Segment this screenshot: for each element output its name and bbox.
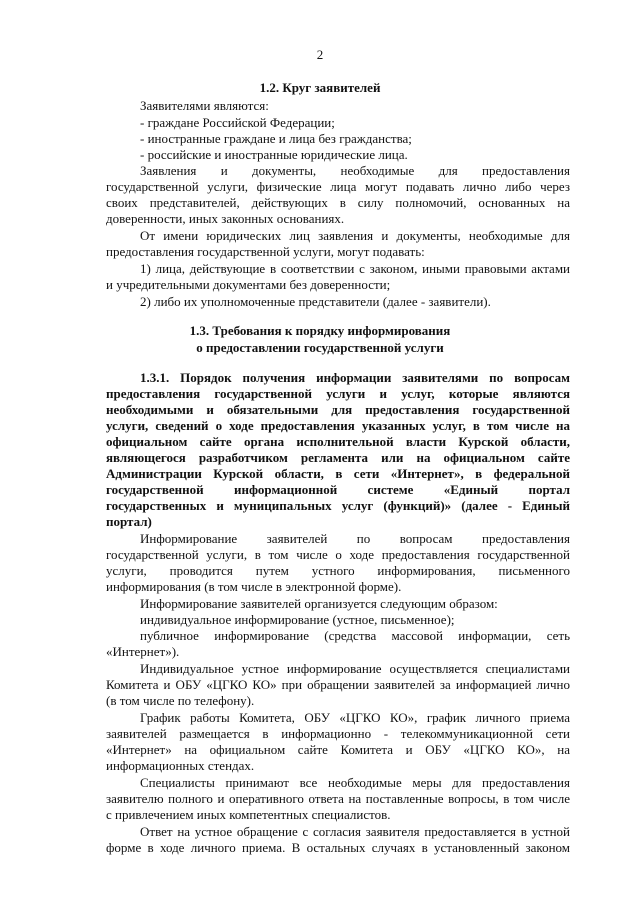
paragraph-line: Заявителями являются: [140, 98, 269, 113]
list-item: - иностранные граждане и лица без гражданства; [140, 131, 412, 146]
paragraph-line: государственной услуги, в том числе о ходе предоставления государственной [106, 547, 570, 562]
paragraph-line: Комитета и ОБУ «ЦГКО КО» при обращении заявителей за информацией лично [106, 677, 570, 692]
paragraph-line: «Интернет»). [106, 644, 180, 659]
paragraph-line: Информирование заявителей организуется следующим образом: [140, 596, 498, 611]
subsection-title-line: необходимыми и обязательными для предоставления государственной [106, 402, 570, 417]
paragraph-line: От имени юридических лиц заявления и документы, необходимые для [140, 228, 570, 243]
subsection-title-line: государственной информационной системе «Единый портал [106, 482, 570, 497]
list-item: 1) лица, действующие в соответствии с законом, иными правовыми актами [140, 261, 570, 276]
section-heading: 1.2. Круг заявителей [259, 80, 381, 95]
list-item: и учредительными документами без доверенности; [106, 277, 391, 292]
subsection-title-line: портал) [106, 514, 152, 529]
paragraph-line: своих представителей, действующих в силу полномочий, основанных на [106, 195, 570, 210]
subsection-title-line: Администрации Курской области, в сети «Интернет», в федеральной [106, 466, 570, 481]
list-item: 2) либо их уполномоченные представители (далее - заявители). [140, 294, 491, 309]
paragraph-line: с привлечением иных компетентных специалистов. [106, 807, 391, 822]
page-number: 2 [316, 47, 324, 62]
paragraph-line: Информирование заявителей по вопросам предоставления [140, 531, 570, 546]
subsection-title-line: государственных и муниципальных услуг (функций)» (далее - Единый [106, 498, 570, 513]
subsection-title-line: услуги, сведений о ходе предоставления указанных услуг, в том числе на [106, 418, 570, 433]
section-heading: о предоставлении государственной услуги [196, 340, 444, 355]
paragraph-line: Ответ на устное обращение с согласия заявителя предоставляется в устной [140, 824, 570, 839]
section-heading: 1.3. Требования к порядку информирования [189, 323, 451, 338]
paragraph-line: Заявления и документы, необходимые для предоставления [140, 163, 570, 178]
paragraph-line: форме в ходе личного приема. В остальных случаях в установленный законом [106, 840, 570, 855]
paragraph-line: Специалисты принимают все необходимые меры для предоставления [140, 775, 570, 790]
paragraph-line: публичное информирование (средства массовой информации, сеть [140, 628, 570, 643]
paragraph-line: индивидуальное информирование (устное, письменное); [140, 612, 455, 627]
subsection-title-line: официальном сайте органа исполнительной власти Курской области, [106, 434, 570, 449]
list-item: - российские и иностранные юридические лица. [140, 147, 408, 162]
paragraph-line: информирования (в том числе в электронной форме). [106, 579, 402, 594]
list-item: - граждане Российской Федерации; [140, 115, 335, 130]
paragraph-line: График работы Комитета, ОБУ «ЦГКО КО», график личного приема [140, 710, 570, 725]
paragraph-line: предоставления государственной услуги, могут подавать: [106, 244, 425, 259]
paragraph-line: «Интернет» на официальном сайте Комитета и ОБУ «ЦГКО КО», на [106, 742, 570, 757]
paragraph-line: государственной услуги, физические лица могут подавать лично либо через [106, 179, 570, 194]
subsection-title-line: предоставления государственной услуги и услуг, которые являются [106, 386, 570, 401]
subsection-title-line: являющегося разработчиком регламента или на официальном сайте [106, 450, 570, 465]
subsection-title-line: 1.3.1. Порядок получения информации заявителями по вопросам [140, 370, 570, 385]
paragraph-line: информационных стендах. [106, 758, 255, 773]
paragraph-line: Индивидуальное устное информирование осуществляется специалистами [140, 661, 570, 676]
paragraph-line: услуги, проводится путем устного информирования, письменного [106, 563, 570, 578]
paragraph-line: заявителей размещается в информационно - телекоммуникационной сети [106, 726, 570, 741]
paragraph-line: заявителю полного и оперативного ответа на поставленные вопросы, в том числе [106, 791, 570, 806]
paragraph-line: доверенности, иных законных основаниях. [106, 211, 345, 226]
paragraph-line: (в том числе по телефону). [106, 693, 255, 708]
